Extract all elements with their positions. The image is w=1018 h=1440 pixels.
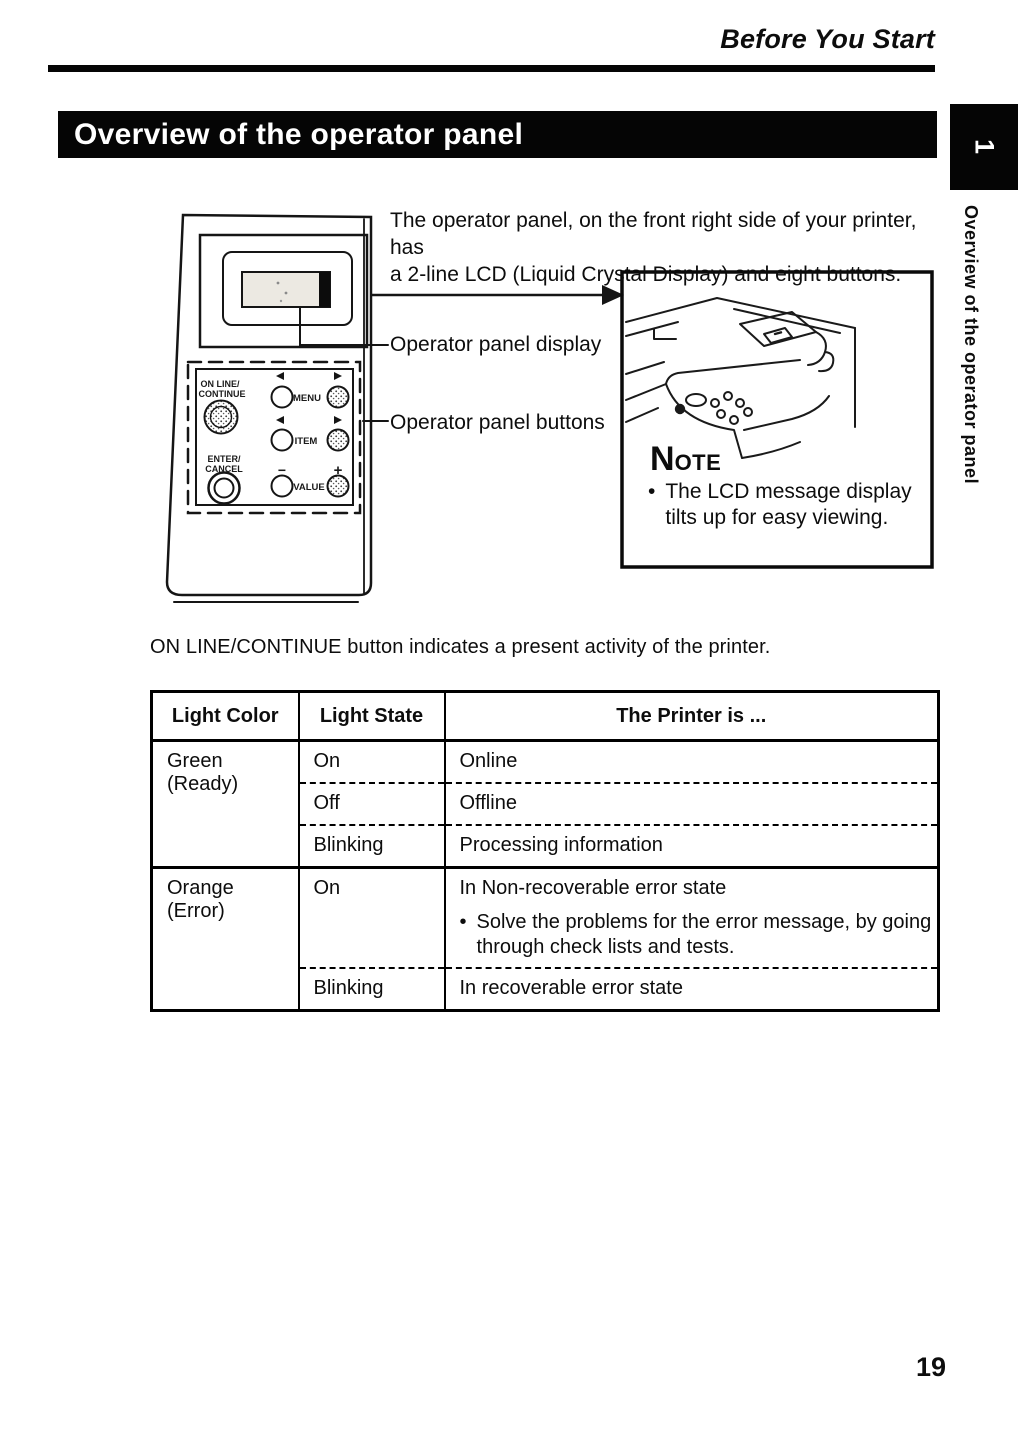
online-continue-button	[205, 401, 238, 434]
desc-bullet-text: Solve the problems for the error message, by going through check lists and tests.	[476, 911, 932, 958]
running-header: Before You Start	[720, 24, 935, 54]
menu-label: MENU	[293, 393, 321, 404]
minus-sign: −	[277, 462, 287, 478]
desc-line: In Non-recoverable error state	[459, 877, 727, 899]
section-title: Overview of the operator panel	[74, 117, 524, 151]
menu-left-arrow-icon	[276, 372, 284, 380]
header-printer-is: The Printer is ...	[445, 692, 939, 741]
plus-sign: +	[333, 462, 343, 479]
menu-right-button	[328, 387, 349, 408]
state-cell: On	[299, 868, 445, 969]
intro-line-1: The operator panel, on the front right side of your printer, has	[390, 209, 917, 259]
intro-line-2: a 2-line LCD (Liquid Crystal Display) and eight buttons.	[390, 263, 902, 286]
enter-label-line1: ENTER/	[207, 454, 241, 464]
online-label-line2: CONTINUE	[198, 389, 246, 399]
state-cell: Blinking	[299, 968, 445, 1011]
figure-intro	[390, 207, 946, 288]
note-title	[650, 440, 721, 479]
state-cell: Off	[299, 783, 445, 825]
lead-sentence: ON LINE/CONTINUE button indicates a present activity of the printer.	[150, 636, 771, 658]
item-right-arrow-icon	[334, 416, 342, 424]
light-status-table	[150, 690, 940, 1012]
desc-cell: Online	[459, 750, 518, 772]
color-subname: (Ready)	[167, 773, 239, 795]
color-name: Green	[167, 750, 223, 772]
enter-label-line2: CANCEL	[205, 464, 243, 474]
desc-cell: Offline	[445, 783, 939, 825]
bullet-icon: •	[648, 480, 656, 503]
state-cell: On	[299, 741, 445, 784]
table-row	[152, 868, 939, 969]
item-left-arrow-icon	[276, 416, 284, 424]
color-cell-orange	[152, 868, 299, 1011]
section-title-bar	[58, 111, 937, 158]
buttons-callout-label: Operator panel buttons	[390, 411, 605, 434]
desc-cell: In recoverable error state	[445, 968, 939, 1011]
color-name: Orange	[167, 877, 234, 899]
page-number: 19	[915, 1352, 946, 1382]
lcd-screen	[242, 272, 330, 307]
item-right-button	[328, 430, 349, 451]
value-minus-button	[272, 476, 293, 497]
desc-cell	[445, 868, 939, 969]
note-title-rest: OTE	[674, 450, 722, 475]
color-cell-green	[152, 741, 299, 868]
online-label-line1: ON LINE/	[200, 379, 240, 389]
table-row	[152, 741, 939, 784]
chapter-tab	[950, 104, 1018, 190]
arrow-icon	[371, 285, 624, 305]
margin-vertical-title: Overview of the operator panel	[961, 205, 981, 485]
table-header-row	[152, 692, 939, 741]
note-bullet	[648, 479, 914, 531]
header-rule	[48, 65, 935, 72]
state-cell: Blinking	[299, 825, 445, 868]
header-light-state: Light State	[299, 692, 445, 741]
header-light-color: Light Color	[152, 692, 299, 741]
display-callout-label: Operator panel display	[390, 333, 602, 356]
printer-illustration	[626, 298, 855, 458]
note-title-initial: N	[650, 440, 675, 478]
color-subname: (Error)	[167, 900, 225, 922]
chapter-tab-number: 1	[969, 139, 1000, 155]
menu-right-arrow-icon	[334, 372, 342, 380]
menu-left-button	[272, 387, 293, 408]
desc-cell: Processing information	[445, 825, 939, 868]
item-label: ITEM	[294, 436, 318, 447]
panel-drawing	[167, 215, 388, 602]
value-label: VALUE	[293, 482, 325, 493]
note-bullet-text: The LCD message display tilts up for easy viewing.	[665, 480, 912, 529]
enter-cancel-button-inner	[215, 479, 234, 498]
desc-bullet	[460, 910, 934, 960]
bullet-icon: •	[459, 911, 467, 933]
item-left-button	[272, 430, 293, 451]
